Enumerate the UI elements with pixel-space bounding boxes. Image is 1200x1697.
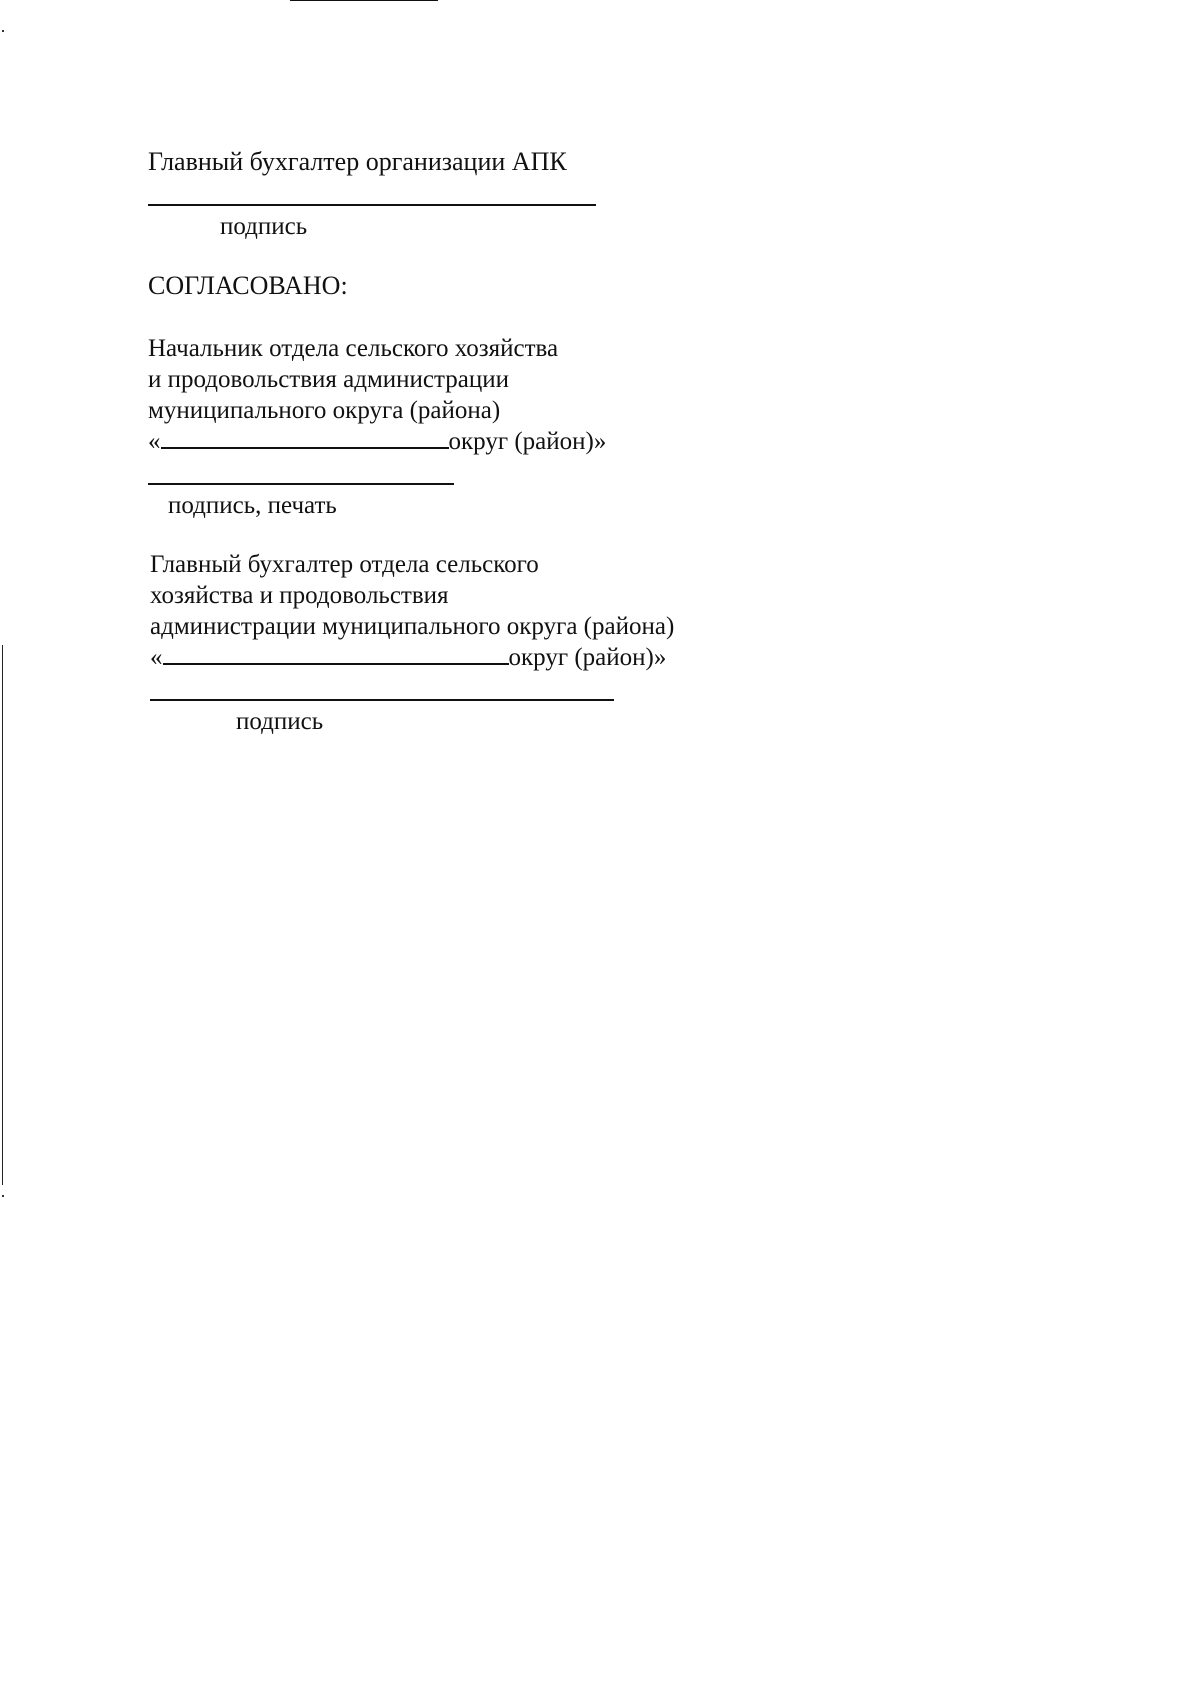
scan-dot <box>2 30 4 32</box>
scan-dot <box>2 1195 4 1197</box>
signature-line <box>150 699 614 701</box>
quote-open: « <box>150 644 163 671</box>
chief-accountant-agro-title: Главный бухгалтер организации АПК <box>148 147 567 176</box>
signature-line <box>148 204 596 206</box>
head-of-department-line2: и продовольствия администрации <box>148 366 509 393</box>
district-blank-line <box>161 426 449 449</box>
district-suffix: округ (район)» <box>508 644 667 671</box>
district-name-field <box>148 426 606 457</box>
district-name-field <box>150 642 666 673</box>
signature-line <box>148 483 454 485</box>
signature-caption: подпись <box>220 213 308 240</box>
signature-stamp-caption: подпись, печать <box>168 492 337 519</box>
dept-chief-accountant-line2: хозяйства и продовольствия <box>150 582 449 609</box>
top-edge-line <box>290 0 438 1</box>
quote-open: « <box>148 428 161 455</box>
head-of-department-line3: муниципального округа (района) <box>148 397 501 424</box>
district-suffix: округ (район)» <box>448 428 607 455</box>
head-of-department-line1: Начальник отдела сельского хозяйства <box>148 335 559 362</box>
approval-heading: СОГЛАСОВАНО: <box>148 271 348 300</box>
dept-chief-accountant-line1: Главный бухгалтер отдела сельского <box>150 551 539 578</box>
district-blank-line <box>163 642 509 665</box>
left-margin-line <box>2 645 3 1185</box>
signature-caption: подпись <box>236 708 324 735</box>
dept-chief-accountant-line3: администрации муниципального округа (района) <box>150 613 675 640</box>
